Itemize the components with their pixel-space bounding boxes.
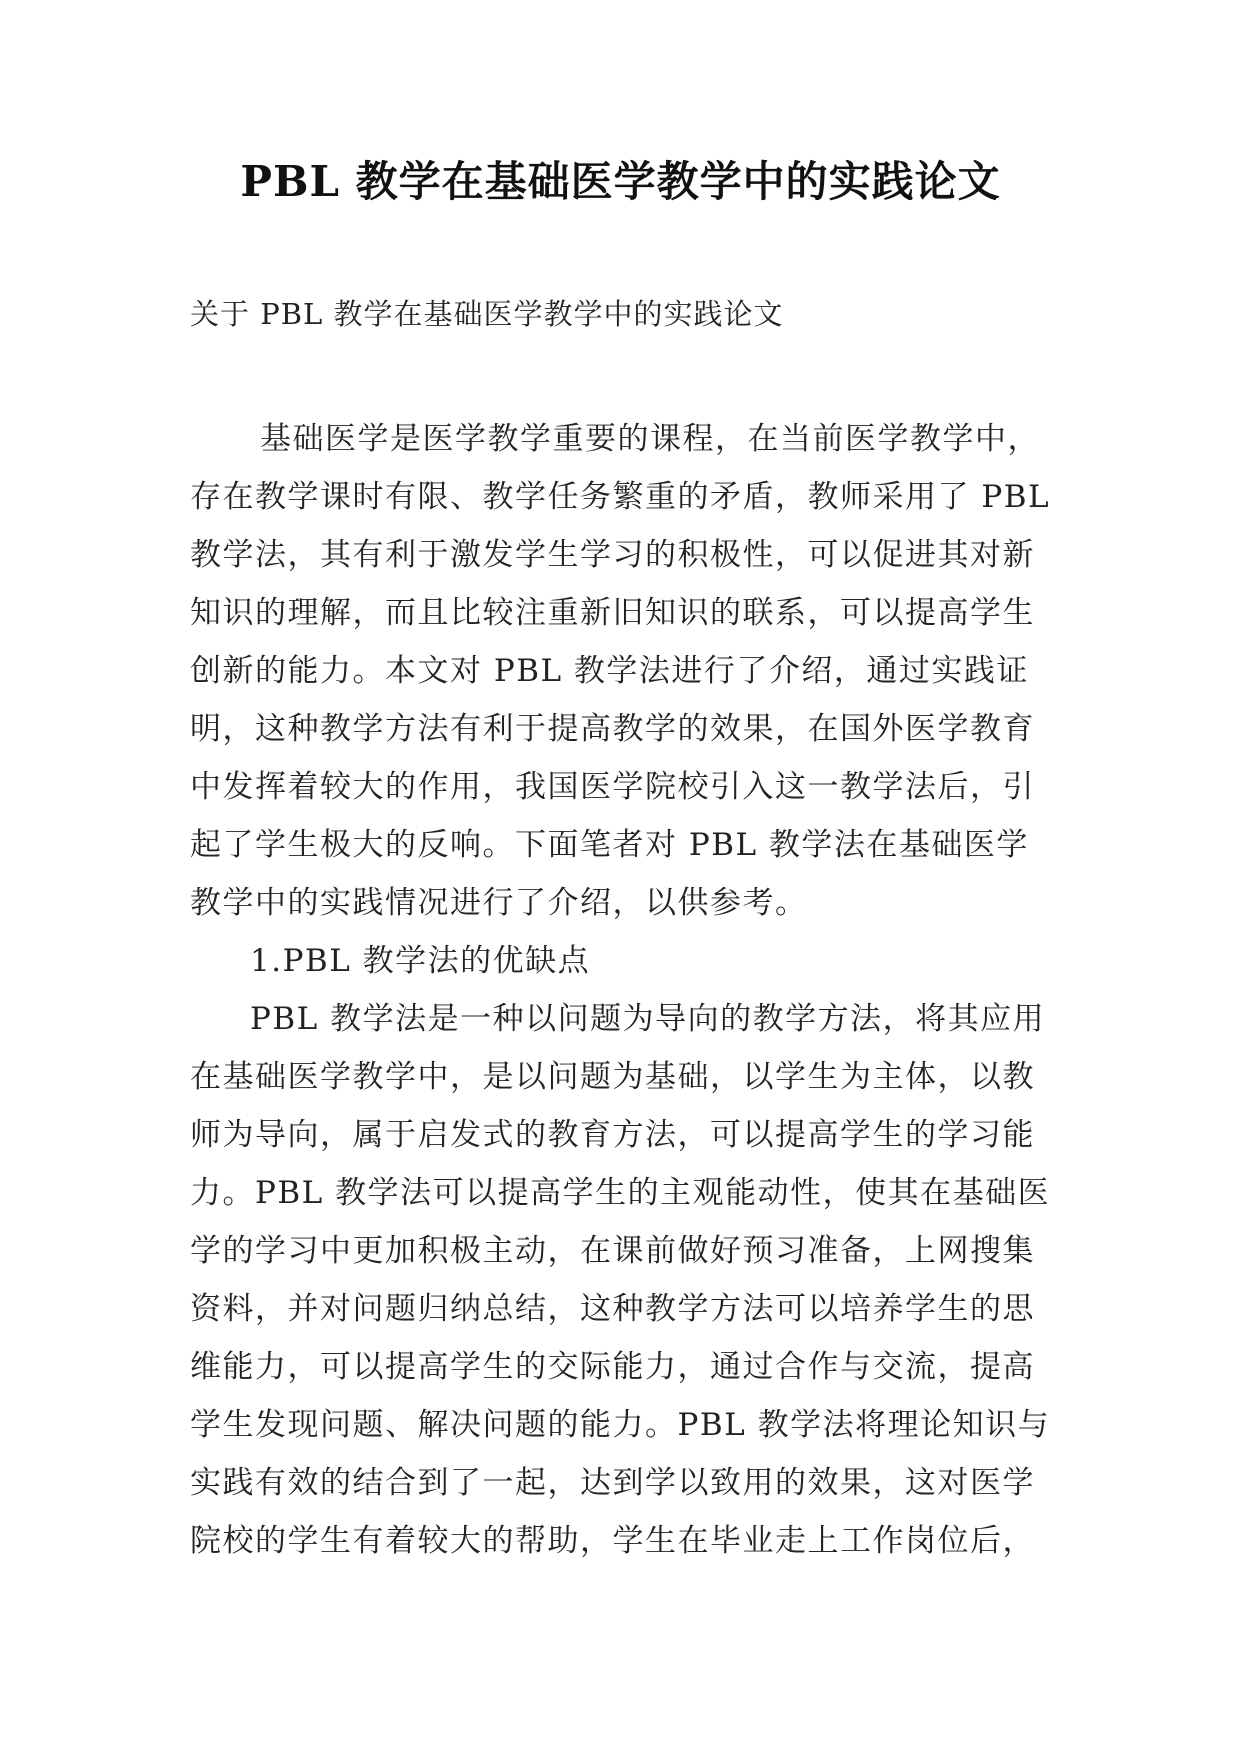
section-paragraph: PBL 教学法是一种以问题为导向的教学方法，将其应用在基础医学教学中，是以问题为基础，以学生为主体，以教师为导向，属于启发式的教育方法，可以提高学生的学习能力。PBL 教学法可以提高学生的主观能动性，使其在基础医学的学习中更加积极主动，在课前做好预习准备，上网搜集资料，并对问题归纳总结，这种教学方法可以培养学生的思维能力，可以提高学生的交际能力，通过合作与交流，提高学生发现问题、解决问题的能力。PBL 教学法将理论知识与实践有效的结合到了一起，达到学以致用的效果，这对医学院校的学生有着较大的帮助，学生在毕业走上工作岗位后， [190,1001,1051,1559]
document-body [190,410,1060,1570]
intro-paragraph: 基础医学是医学教学重要的课程，在当前医学教学中，存在教学课时有限、教学任务繁重的矛盾，教师采用了 PBL 教学法，其有利于激发学生学习的积极性，可以促进其对新知识的理解，而且比较注重新旧知识的联系，可以提高学生创新的能力。本文对 PBL 教学法进行了介绍，通过实践证明，这种教学方法有利于提高教学的效果，在国外医学教育中发挥着较大的作用，我国医学院校引入这一教学法后，引起了学生极大的反响。下面笔者对 PBL 教学法在基础医学教学中的实践情况进行了介绍，以供参考。 [190,421,1051,921]
document-subtitle: 关于 PBL 教学在基础医学教学中的实践论文 [190,297,784,331]
section-heading: 1.PBL 教学法的优缺点 [250,943,591,979]
document-title: PBL 教学在基础医学教学中的实践论文 [240,157,1001,206]
